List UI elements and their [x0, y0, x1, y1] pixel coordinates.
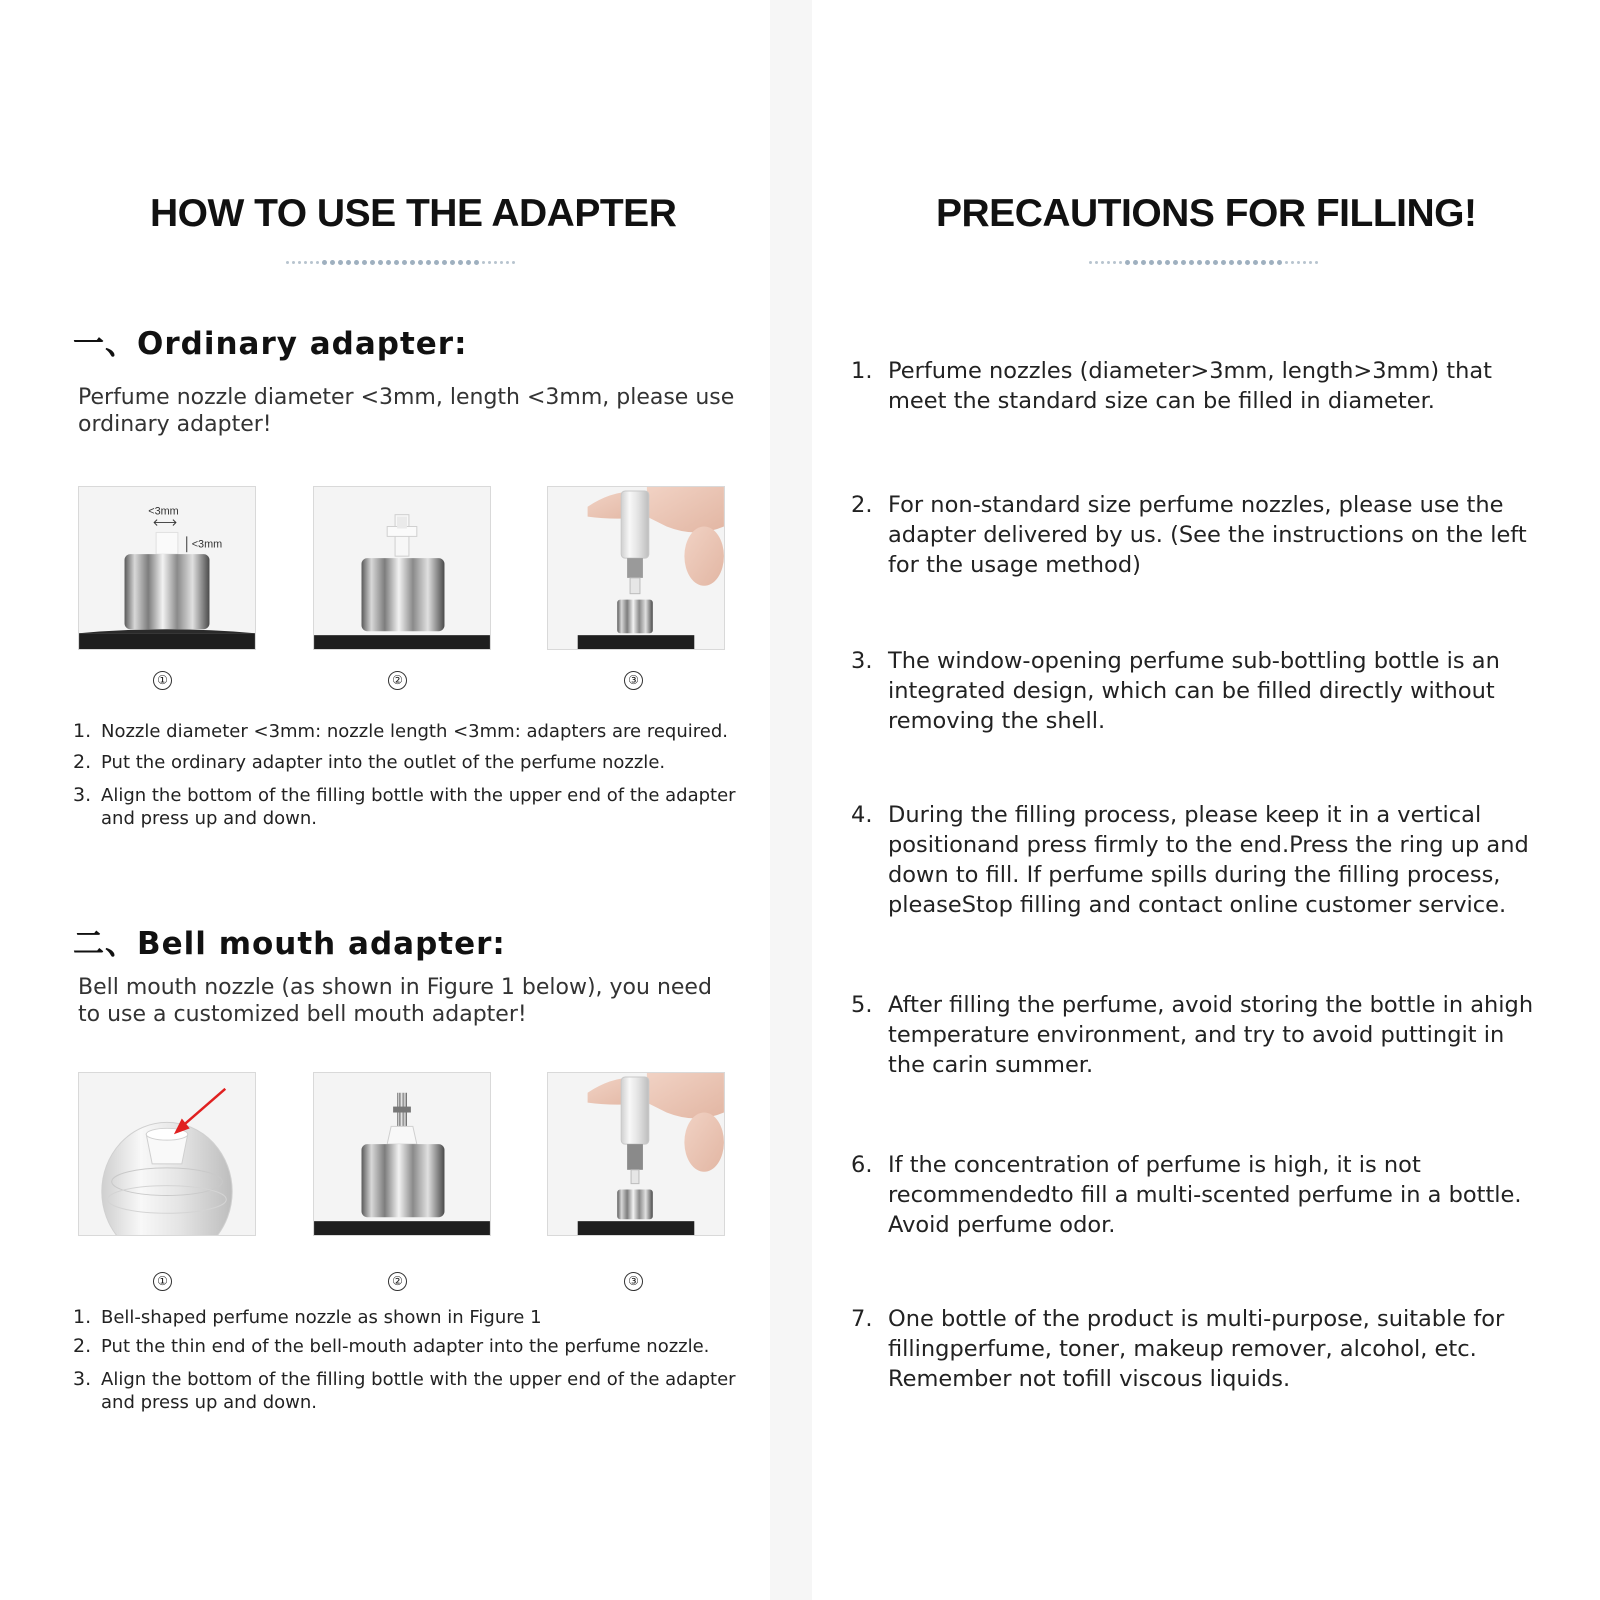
adapter-title: HOW TO USE THE ADAPTER	[150, 192, 677, 235]
bell-mouth-adapter-steps	[73, 1306, 753, 1414]
precautions-title: PRECAUTIONS FOR FILLING!	[936, 192, 1477, 235]
figure-label-2: ②	[388, 1272, 407, 1291]
figure-press-filling	[547, 486, 725, 650]
figure-label-1: ①	[153, 1272, 172, 1291]
title-divider-dots	[1089, 258, 1318, 266]
step-item: 1. Nozzle diameter <3mm: nozzle length <3mm: adapters are required.	[73, 720, 728, 742]
step-item: 3. Align the bottom of the filling bottle with the upper end of the adapter and press up and down.	[73, 784, 736, 829]
figure-nozzle-size	[78, 486, 256, 650]
bell-mouth-adapter-heading: 二、Bell mouth adapter:	[73, 926, 506, 962]
precaution-item: 7. One bottle of the product is multi-purpose, suitable for fillingperfume, toner, makeup remover, alcohol, etc. Remember not tofill viscous liquids.	[851, 1306, 1505, 1392]
precaution-item: 6. If the concentration of perfume is high, it is not recommendedto fill a multi-scented perfume in a bottle. Avoid perfume odor.	[851, 1152, 1522, 1238]
bell-mouth-adapter-figures	[78, 1072, 738, 1288]
figure-bell-adapter-inserted	[313, 1072, 491, 1236]
figure-bell-press-filling	[547, 1072, 725, 1236]
figure-label-3: ③	[624, 671, 643, 690]
diameter-label: <3mm	[148, 505, 179, 518]
step-item: 3. Align the bottom of the filling bottle with the upper end of the adapter and press up and down.	[73, 1368, 736, 1413]
step-item: 2. Put the ordinary adapter into the outlet of the perfume nozzle.	[73, 751, 666, 773]
bell-mouth-adapter-description: Bell mouth nozzle (as shown in Figure 1 below), you need to use a customized bell mouth adapter!	[78, 975, 712, 1027]
ordinary-adapter-steps	[73, 720, 753, 830]
figure-adapter-inserted	[313, 486, 491, 650]
precaution-item: 3. The window-opening perfume sub-bottling bottle is an integrated design, which can be filled directly without removing the shell.	[851, 648, 1500, 734]
step-item: 2. Put the thin end of the bell-mouth adapter into the perfume nozzle.	[73, 1335, 710, 1357]
figure-label-2: ②	[388, 671, 407, 690]
step-item: 1. Bell-shaped perfume nozzle as shown in Figure 1	[73, 1306, 542, 1328]
precaution-item: 1. Perfume nozzles (diameter>3mm, length>3mm) that meet the standard size can be filled in diameter.	[851, 358, 1492, 414]
ordinary-adapter-description: Perfume nozzle diameter <3mm, length <3mm, please use ordinary adapter!	[78, 385, 735, 437]
precaution-item: 5. After filling the perfume, avoid storing the bottle in ahigh temperature environment, and try to avoid puttingit in the carin summer.	[851, 992, 1534, 1078]
length-label: <3mm	[191, 538, 223, 551]
ordinary-adapter-heading: 一、Ordinary adapter:	[73, 326, 468, 362]
adapter-instructions-column	[0, 0, 770, 1600]
column-divider	[770, 0, 812, 1600]
ordinary-adapter-figures	[78, 486, 738, 687]
title-divider-dots	[286, 258, 515, 266]
figure-bell-nozzle	[78, 1072, 256, 1236]
precaution-item: 2. For non-standard size perfume nozzles, please use the adapter delivered by us. (See the instructions on the left for the usage method)	[851, 492, 1527, 578]
figure-label-3: ③	[624, 1272, 643, 1291]
figure-label-1: ①	[153, 671, 172, 690]
precaution-item: 4. During the filling process, please keep it in a vertical positionand press firmly to the end.Press the ring up and down to fill. If perfume spills during the filling process, pleaseStop filling and contact online customer service.	[851, 802, 1529, 918]
precautions-column	[812, 0, 1600, 1600]
